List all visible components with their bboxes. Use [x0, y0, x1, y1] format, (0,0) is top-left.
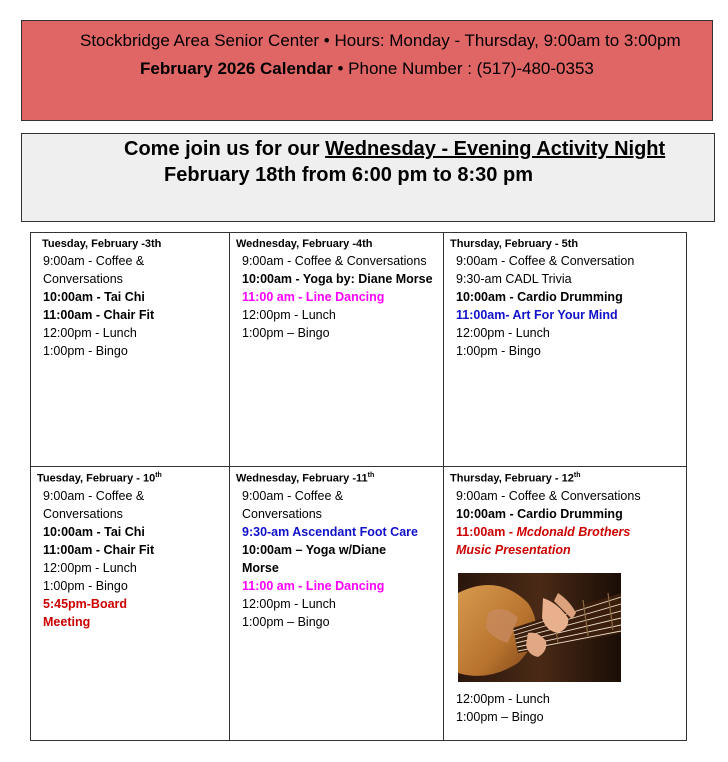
schedule-item: Morse [242, 560, 279, 575]
schedule-item: Conversations [43, 506, 123, 521]
schedule-item: 9:00am - Coffee & [43, 488, 145, 503]
day-cell-thu-5 [444, 233, 687, 467]
schedule-item: 11:00am - Chair Fit [43, 308, 155, 322]
calendar-title-line [140, 59, 594, 79]
schedule-item: 10:00am - Cardio Drumming [456, 290, 623, 304]
day-heading: Thursday, February - 5th [450, 238, 579, 250]
day-heading: Thursday, February - 12th [450, 472, 581, 485]
schedule-item: 11:00am- Art For Your Mind [456, 308, 618, 322]
schedule-item: 5:45pm-Board [43, 596, 128, 611]
schedule-item: 12:00pm - Lunch [43, 326, 137, 340]
header-banner [21, 20, 713, 121]
calendar-table [30, 232, 687, 741]
guitar-photo-icon [458, 573, 621, 682]
day-heading: Tuesday, February -3th [42, 238, 162, 250]
schedule-item: 9:00am - Coffee & [242, 488, 344, 503]
schedule-item: 12:00pm - Lunch [456, 326, 550, 340]
day-heading: Wednesday, February -11th [236, 472, 375, 485]
day-cell-wed-4 [230, 233, 444, 467]
day-heading: Wednesday, February -4th [236, 238, 373, 250]
day-heading: Tuesday, February - 10th [37, 472, 162, 485]
event-banner [21, 133, 715, 222]
schedule-item: 10:00am – Yoga w/Diane [242, 542, 387, 557]
schedule-item: 11:00 am - Line Dancing [242, 290, 385, 304]
schedule-item: Meeting [43, 614, 91, 629]
schedule-item: 12:00pm - Lunch [456, 691, 550, 706]
schedule-item: 1:00pm – Bingo [242, 326, 330, 340]
center-hours-text: Stockbridge Area Senior Center • Hours: Monday - Thursday, 9:00am to 3:00pm [80, 31, 681, 50]
schedule-item: 9:00am - Coffee & Conversations [456, 488, 641, 503]
schedule-item: 9:30-am CADL Trivia [456, 272, 572, 286]
schedule-item: 10:00am - Tai Chi [43, 290, 145, 304]
schedule-item: 10:00am - Yoga by: Diane Morse [242, 272, 433, 286]
schedule-item: 9:30-am Ascendant Foot Care [242, 524, 418, 539]
day-cell-thu-12 [444, 467, 687, 741]
schedule-item: 12:00pm - Lunch [43, 560, 137, 575]
day-cell-wed-11 [230, 467, 444, 741]
schedule-item: 1:00pm - Bingo [456, 344, 541, 358]
schedule-item: Conversations [242, 506, 322, 521]
schedule-item: 1:00pm - Bingo [43, 578, 128, 593]
schedule-item: 12:00pm - Lunch [242, 308, 336, 322]
event-name: Wednesday - Evening Activity Night [325, 138, 666, 160]
event-invite-line [124, 138, 665, 161]
schedule-item: 10:00am - Cardio Drumming [456, 506, 623, 521]
schedule-item: 11:00am - Mcdonald Brothers [456, 524, 631, 539]
schedule-item: 1:00pm – Bingo [242, 614, 330, 629]
schedule-item: 12:00pm - Lunch [242, 596, 336, 611]
schedule-item: 1:00pm – Bingo [456, 709, 544, 724]
schedule-item: 9:00am - Coffee & [43, 254, 145, 268]
month-title: February 2026 Calendar [140, 59, 333, 78]
schedule-item: Conversations [43, 272, 123, 286]
week-row [31, 467, 687, 741]
day-cell-tue-10 [31, 467, 230, 741]
event-date-time: February 18th from 6:00 pm to 8:30 pm [164, 164, 533, 186]
schedule-item: 11:00 am - Line Dancing [242, 578, 385, 593]
schedule-item: 9:00am - Coffee & Conversations [242, 254, 427, 268]
schedule-item: Music Presentation [456, 542, 571, 557]
phone-number-text: • Phone Number : (517)-480-0353 [332, 59, 594, 78]
schedule-item: 1:00pm - Bingo [43, 344, 128, 358]
schedule-item: 11:00am - Chair Fit [43, 542, 155, 557]
week-row [31, 233, 687, 467]
schedule-item: 10:00am - Tai Chi [43, 524, 145, 539]
day-cell-tue-3 [31, 233, 230, 467]
event-prefix: Come join us for our [124, 138, 326, 160]
schedule-item: 9:00am - Coffee & Conversation [456, 254, 635, 268]
